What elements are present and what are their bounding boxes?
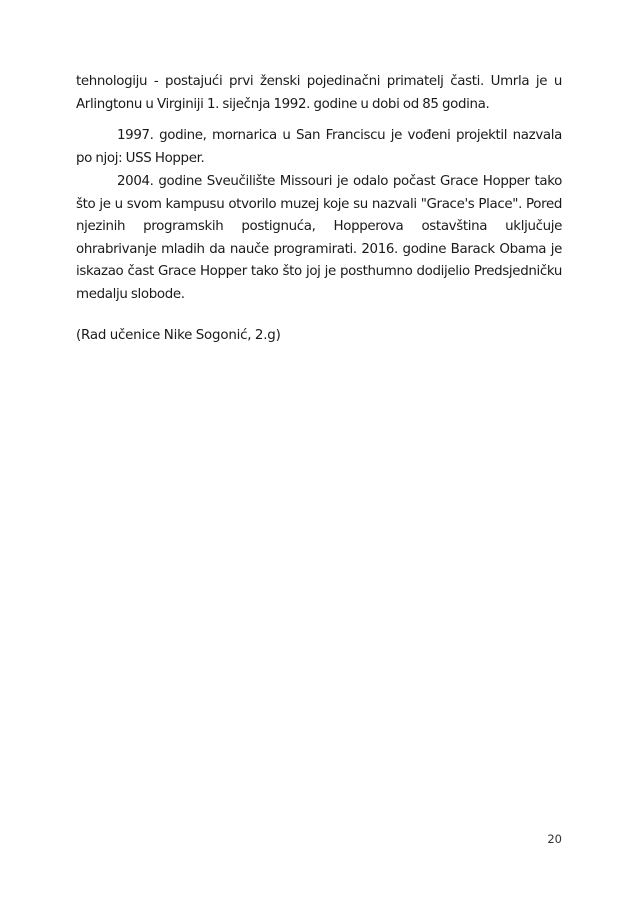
page-number: 20 <box>547 832 562 846</box>
author-attribution: (Rad učenice Nike Sogonić, 2.g) <box>76 328 281 343</box>
paragraph-uss-hopper: 1997. godine, mornarica u San Franciscu je vođeni projektil nazvala po njoj: USS Hopper. <box>76 128 562 166</box>
paragraph-continuation: tehnologiju - postajući prvi ženski pojedinačni primatelj časti. Umrla je u Arlingtonu u Virginiji 1. siječnja 1992. godine u dobi od 85 godina. <box>76 74 562 112</box>
paragraph-graces-place: 2004. godine Sveučilište Missouri je odalo počast Grace Hopper tako što je u svom kampusu otvorilo muzej koje su nazvali "Grace's Place". Pored njezinih programskih postignuća, Hopperova ostavština uključuje ohrabrivanje mladih da nauče programirati. 2016. godine Barack Obama je iskazao čast Grace Hopper tako što joj je posthumno dodijelio Predsjedničku medalju slobode. <box>76 174 562 302</box>
